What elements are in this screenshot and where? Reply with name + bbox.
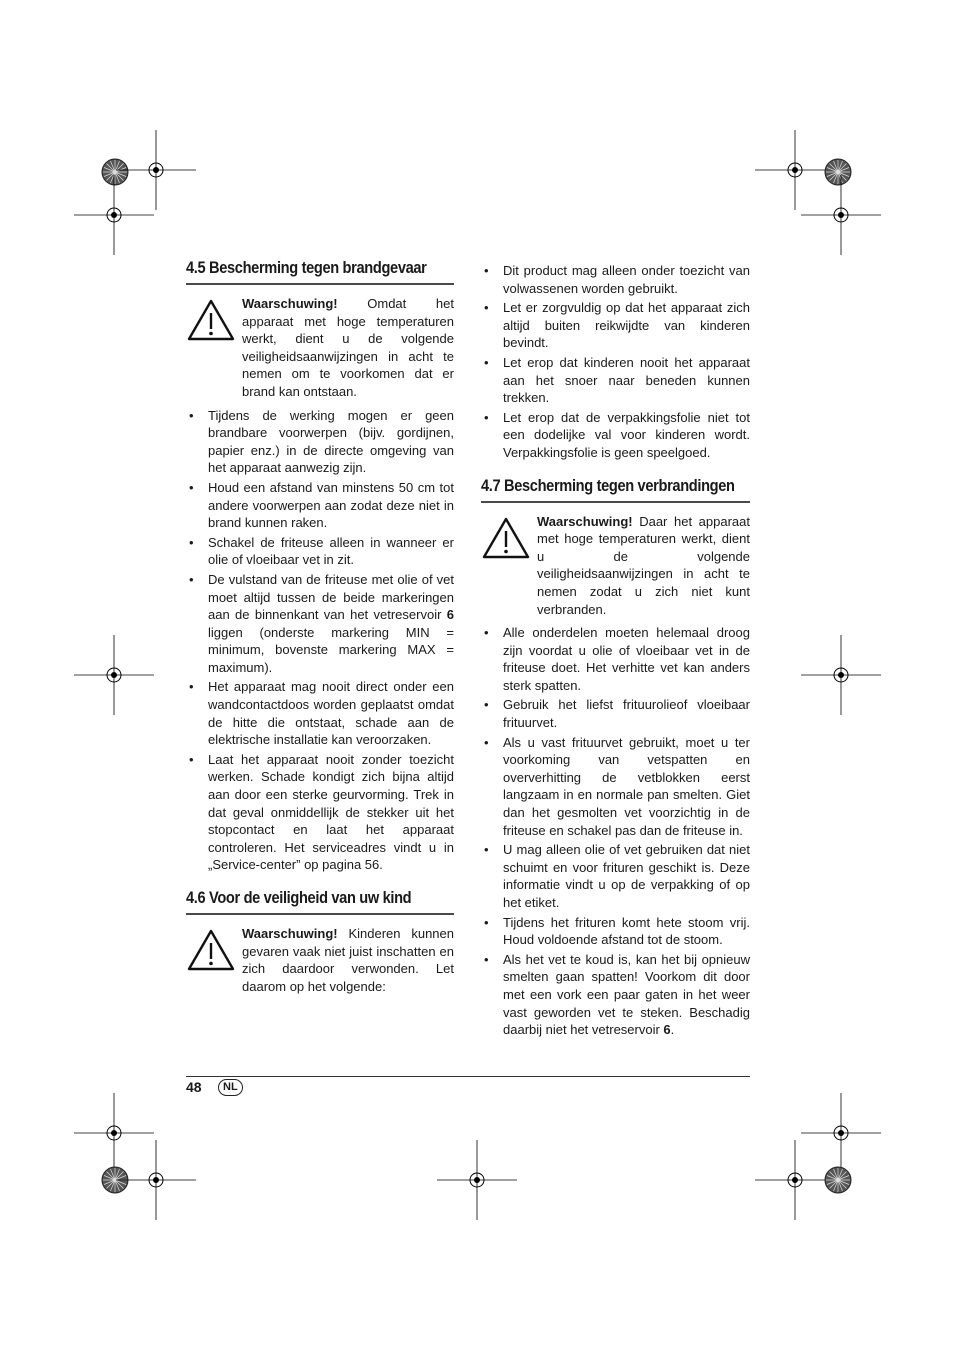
list-item: • Alle onderdelen moeten helemaal droog zijn voordat u olie of vloeibaar vet in de friteuse doet. Het verhitte vet kan anders sterk spatten. bbox=[481, 624, 750, 694]
list-item: • Let erop dat de verpakkingsfolie niet tot een dodelijke val voor kinderen wordt. Verpakkingsfolie is geen speelgoed. bbox=[481, 409, 750, 462]
section-4-6-continued bbox=[481, 262, 750, 462]
section-title: 4.6 Voor de veiligheid van uw kind bbox=[186, 888, 412, 907]
list-item: • Laat het apparaat nooit zonder toezicht werken. Schade kondigt zich bijna altijd aan door een sterke geurvorming. Trek in dat geval onmiddellijk de stekker uit het stopcontact en laat het apparaat controleren. Het serviceadres vindt u in „Service-center” op pagina 56. bbox=[186, 751, 454, 874]
registration-cross-icon bbox=[74, 175, 154, 255]
list-item: • De vulstand van de friteuse met olie of vet moet altijd tussen de beide markeringen aan de binnenkant van het vetreservoir 6 liggen (onderste markering MIN = minimum, bovenste markering MAX = maximum). bbox=[186, 571, 454, 677]
bullet-list bbox=[481, 624, 750, 1039]
warning-block bbox=[186, 925, 454, 995]
list-item: • U mag alleen olie of vet gebruiken dat niet schuimt en voor frituren geschikt is. Deze informatie vindt u op de verpakking of op het etiket. bbox=[481, 841, 750, 911]
list-item: • Tijdens het frituren komt hete stoom vrij. Houd voldoende afstand tot de stoom. bbox=[481, 914, 750, 949]
registration-cross-icon bbox=[801, 635, 881, 715]
warning-block bbox=[481, 513, 750, 619]
warning-triangle-icon bbox=[186, 928, 236, 972]
registration-cross-icon bbox=[755, 130, 835, 210]
warning-triangle-icon bbox=[186, 298, 236, 342]
registration-cross-icon bbox=[74, 635, 154, 715]
bullet-list bbox=[186, 407, 454, 874]
list-item: • Schakel de friteuse alleen in wanneer er olie of vloeibaar vet in zit. bbox=[186, 534, 454, 569]
section-title: 4.5 Bescherming tegen brandgevaar bbox=[186, 258, 427, 277]
list-item: • Het apparaat mag nooit direct onder een wandcontactdoos worden geplaatst omdat de hitte die ontstaat, schade aan de elektrische installatie kan veroorzaken. bbox=[186, 678, 454, 748]
warning-block bbox=[186, 295, 454, 401]
registration-star-icon bbox=[825, 159, 851, 185]
list-item: • Houd een afstand van minstens 50 cm tot andere voorwerpen aan zodat deze niet in brand kunnen raken. bbox=[186, 479, 454, 532]
list-item: • Let erop dat kinderen nooit het apparaat aan het snoer naar beneden kunnen trekken. bbox=[481, 354, 750, 407]
registration-cross-icon bbox=[755, 1140, 835, 1220]
list-item: • Dit product mag alleen onder toezicht van volwassenen worden gebruikt. bbox=[481, 262, 750, 297]
right-column bbox=[481, 262, 750, 1053]
page-number: 48 bbox=[186, 1079, 202, 1095]
warning-text: Waarschuwing! Kinderen kunnen gevaren vaak niet juist inschatten en zich daardoor verwonden. Let daarom op het volgende: bbox=[242, 926, 454, 994]
list-item: • Tijdens de werking mogen er geen brandbare voorwerpen (bijv. gordijnen, papier enz.) in de directe omgeving van het apparaat aanwezig zijn. bbox=[186, 407, 454, 477]
registration-star-icon bbox=[825, 1167, 851, 1193]
registration-cross-icon bbox=[801, 175, 881, 255]
warning-triangle-icon bbox=[481, 516, 531, 560]
registration-cross-icon bbox=[437, 1140, 517, 1220]
list-item: • Gebruik het liefst frituurolieof vloeibaar frituurvet. bbox=[481, 696, 750, 731]
registration-star-icon bbox=[102, 159, 128, 185]
footer-divider bbox=[186, 1076, 750, 1077]
list-item: • Als u vast frituurvet gebruikt, moet u ter voorkoming van vetspatten en oververhitting de vetblokken eerst langzaam in en normale pan smelten. Giet dan het gesmolten vet voorzichtig in de friteuse en schakel pas dan de friteuse in. bbox=[481, 734, 750, 840]
registration-cross-icon bbox=[116, 130, 196, 210]
registration-cross-icon bbox=[116, 1140, 196, 1220]
language-badge: NL bbox=[218, 1079, 243, 1096]
bullet-list bbox=[481, 262, 750, 462]
left-column bbox=[186, 258, 454, 1009]
registration-cross-icon bbox=[801, 1093, 881, 1173]
list-item: • Als het vet te koud is, kan het bij opnieuw smelten gaan spatten! Voorkom dit door met een vork een paar gaten in het weer vast geworden vet te steken. Beschadig daarbij niet het vetreservoir 6. bbox=[481, 951, 750, 1039]
section-4-7 bbox=[481, 476, 750, 1039]
warning-text: Waarschuwing! Daar het apparaat met hoge temperaturen werkt, dient u de volgende veiligheidsaanwijzingen in acht te nemen zodat u zich niet kunt verbranden. bbox=[537, 513, 750, 617]
section-title: 4.7 Bescherming tegen verbrandingen bbox=[481, 475, 735, 495]
section-4-6 bbox=[186, 888, 454, 995]
section-4-5 bbox=[186, 258, 454, 874]
registration-cross-icon bbox=[74, 1093, 154, 1173]
list-item: • Let er zorgvuldig op dat het apparaat zich altijd buiten reikwijdte van kinderen bevindt. bbox=[481, 299, 750, 352]
warning-text: Waarschuwing! Omdat het apparaat met hoge temperaturen werkt, dient u de volgende veiligheidsaanwijzingen in acht te nemen om te voorkomen dat er brand kan ontstaan. bbox=[242, 296, 454, 399]
